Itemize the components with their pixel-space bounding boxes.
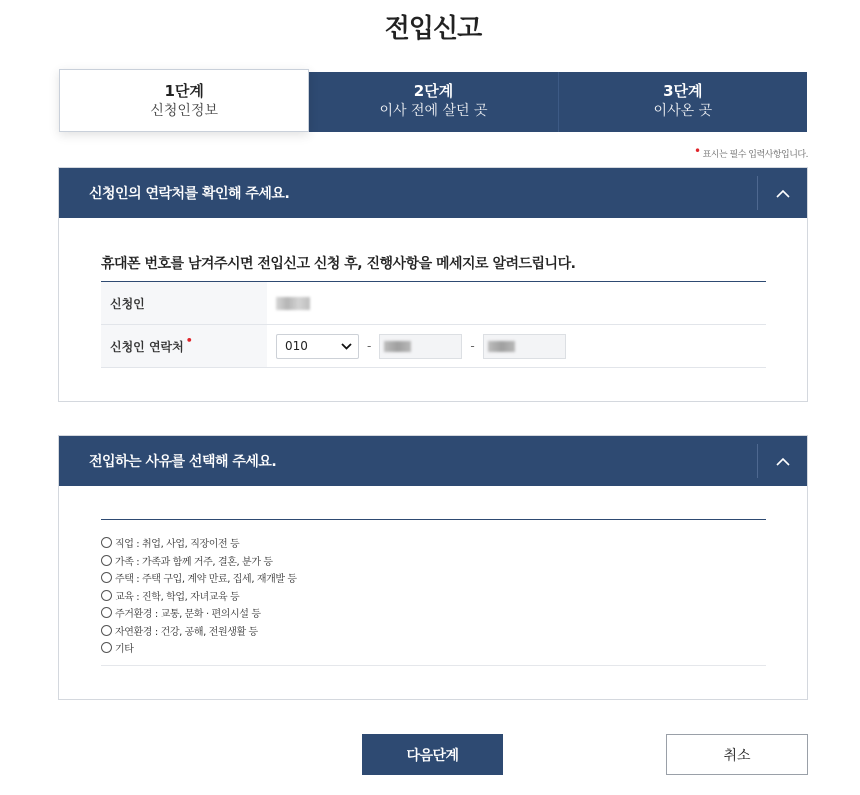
chevron-down-icon — [341, 343, 352, 350]
reason-option-label: 주택 : 주택 구입, 계약 만료, 집세, 재개발 등 — [115, 574, 297, 586]
applicant-label-text: 신청인 — [110, 296, 145, 311]
phone-middle-input[interactable] — [379, 334, 462, 359]
chevron-up-icon — [776, 457, 790, 466]
contact-panel-header — [59, 168, 807, 218]
applicant-row — [101, 282, 766, 325]
phone-row — [101, 325, 766, 368]
step-label: 이사온 곳 — [653, 103, 713, 119]
phone-fields — [267, 334, 566, 359]
radio-button[interactable] — [101, 572, 112, 583]
next-step-button[interactable]: 다음단계 — [362, 734, 503, 775]
step-number: 2단계 — [413, 82, 454, 100]
phone-label — [101, 325, 267, 367]
step-number: 1단계 — [164, 82, 204, 100]
phone-separator: - — [470, 339, 475, 353]
applicant-label — [101, 282, 267, 324]
radio-button[interactable] — [101, 642, 112, 653]
cancel-button[interactable]: 취소 — [666, 734, 808, 775]
collapse-toggle-button[interactable] — [757, 176, 807, 210]
phone-middle-blurred — [384, 341, 411, 352]
step-label: 이사 전에 살던 곳 — [379, 103, 488, 119]
phone-prefix-value: 010 — [285, 339, 308, 353]
required-marker: • — [694, 144, 701, 158]
radio-button[interactable] — [101, 555, 112, 566]
reason-option-housing[interactable] — [101, 569, 297, 587]
required-note-text: 표시는 필수 입력사항입니다. — [702, 150, 808, 160]
applicant-value — [267, 297, 310, 310]
step-label: 신청인정보 — [150, 103, 218, 119]
divider — [101, 665, 766, 666]
phone-prefix-select[interactable] — [276, 334, 359, 359]
chevron-up-icon — [776, 189, 790, 198]
phone-separator: - — [367, 339, 372, 353]
contact-form-table — [101, 281, 766, 368]
reason-option-family[interactable] — [101, 552, 297, 570]
reason-option-label: 가족 : 가족과 함께 거주, 결혼, 분가 등 — [115, 556, 273, 568]
phone-label-text: 신청인 연락처 — [110, 339, 184, 354]
reason-option-living-environment[interactable] — [101, 604, 297, 622]
step-2-tab[interactable] — [309, 72, 558, 132]
collapse-toggle-button[interactable] — [757, 444, 807, 478]
step-tabs — [59, 72, 807, 132]
radio-button[interactable] — [101, 537, 112, 548]
reason-option-education[interactable] — [101, 587, 297, 605]
applicant-name-blurred — [276, 297, 310, 310]
required-fields-note — [694, 146, 808, 160]
reason-options — [101, 534, 297, 657]
divider — [101, 519, 766, 520]
reason-panel-header — [59, 436, 807, 486]
contact-description: 휴대폰 번호를 남겨주시면 전입신고 신청 후, 진행사항을 메세지로 알려드립니다. — [101, 256, 576, 272]
reason-option-label: 주거환경 : 교통, 문화 · 편의시설 등 — [115, 609, 261, 621]
phone-last-blurred — [488, 341, 515, 352]
reason-panel-title: 전입하는 사유를 선택해 주세요. — [89, 454, 277, 470]
reason-option-job[interactable] — [101, 534, 297, 552]
radio-button[interactable] — [101, 607, 112, 618]
step-number: 3단계 — [663, 82, 703, 100]
step-3-tab[interactable] — [559, 72, 807, 132]
reason-option-other[interactable] — [101, 639, 297, 657]
reason-panel — [58, 435, 808, 700]
phone-last-input[interactable] — [483, 334, 566, 359]
page-title: 전입신고 — [384, 14, 482, 44]
reason-option-natural-environment[interactable] — [101, 622, 297, 640]
contact-panel-title: 신청인의 연락처를 확인해 주세요. — [89, 186, 290, 202]
reason-option-label: 직업 : 취업, 사업, 직장이전 등 — [115, 539, 240, 551]
reason-option-label: 자연환경 : 건강, 공해, 전원생활 등 — [115, 626, 258, 638]
reason-option-label: 기타 — [115, 644, 134, 656]
contact-panel — [58, 167, 808, 402]
radio-button[interactable] — [101, 590, 112, 601]
step-1-tab[interactable] — [59, 69, 309, 132]
reason-option-label: 교육 : 진학, 학업, 자녀교육 등 — [115, 591, 240, 603]
radio-button[interactable] — [101, 625, 112, 636]
required-marker: • — [185, 333, 193, 347]
